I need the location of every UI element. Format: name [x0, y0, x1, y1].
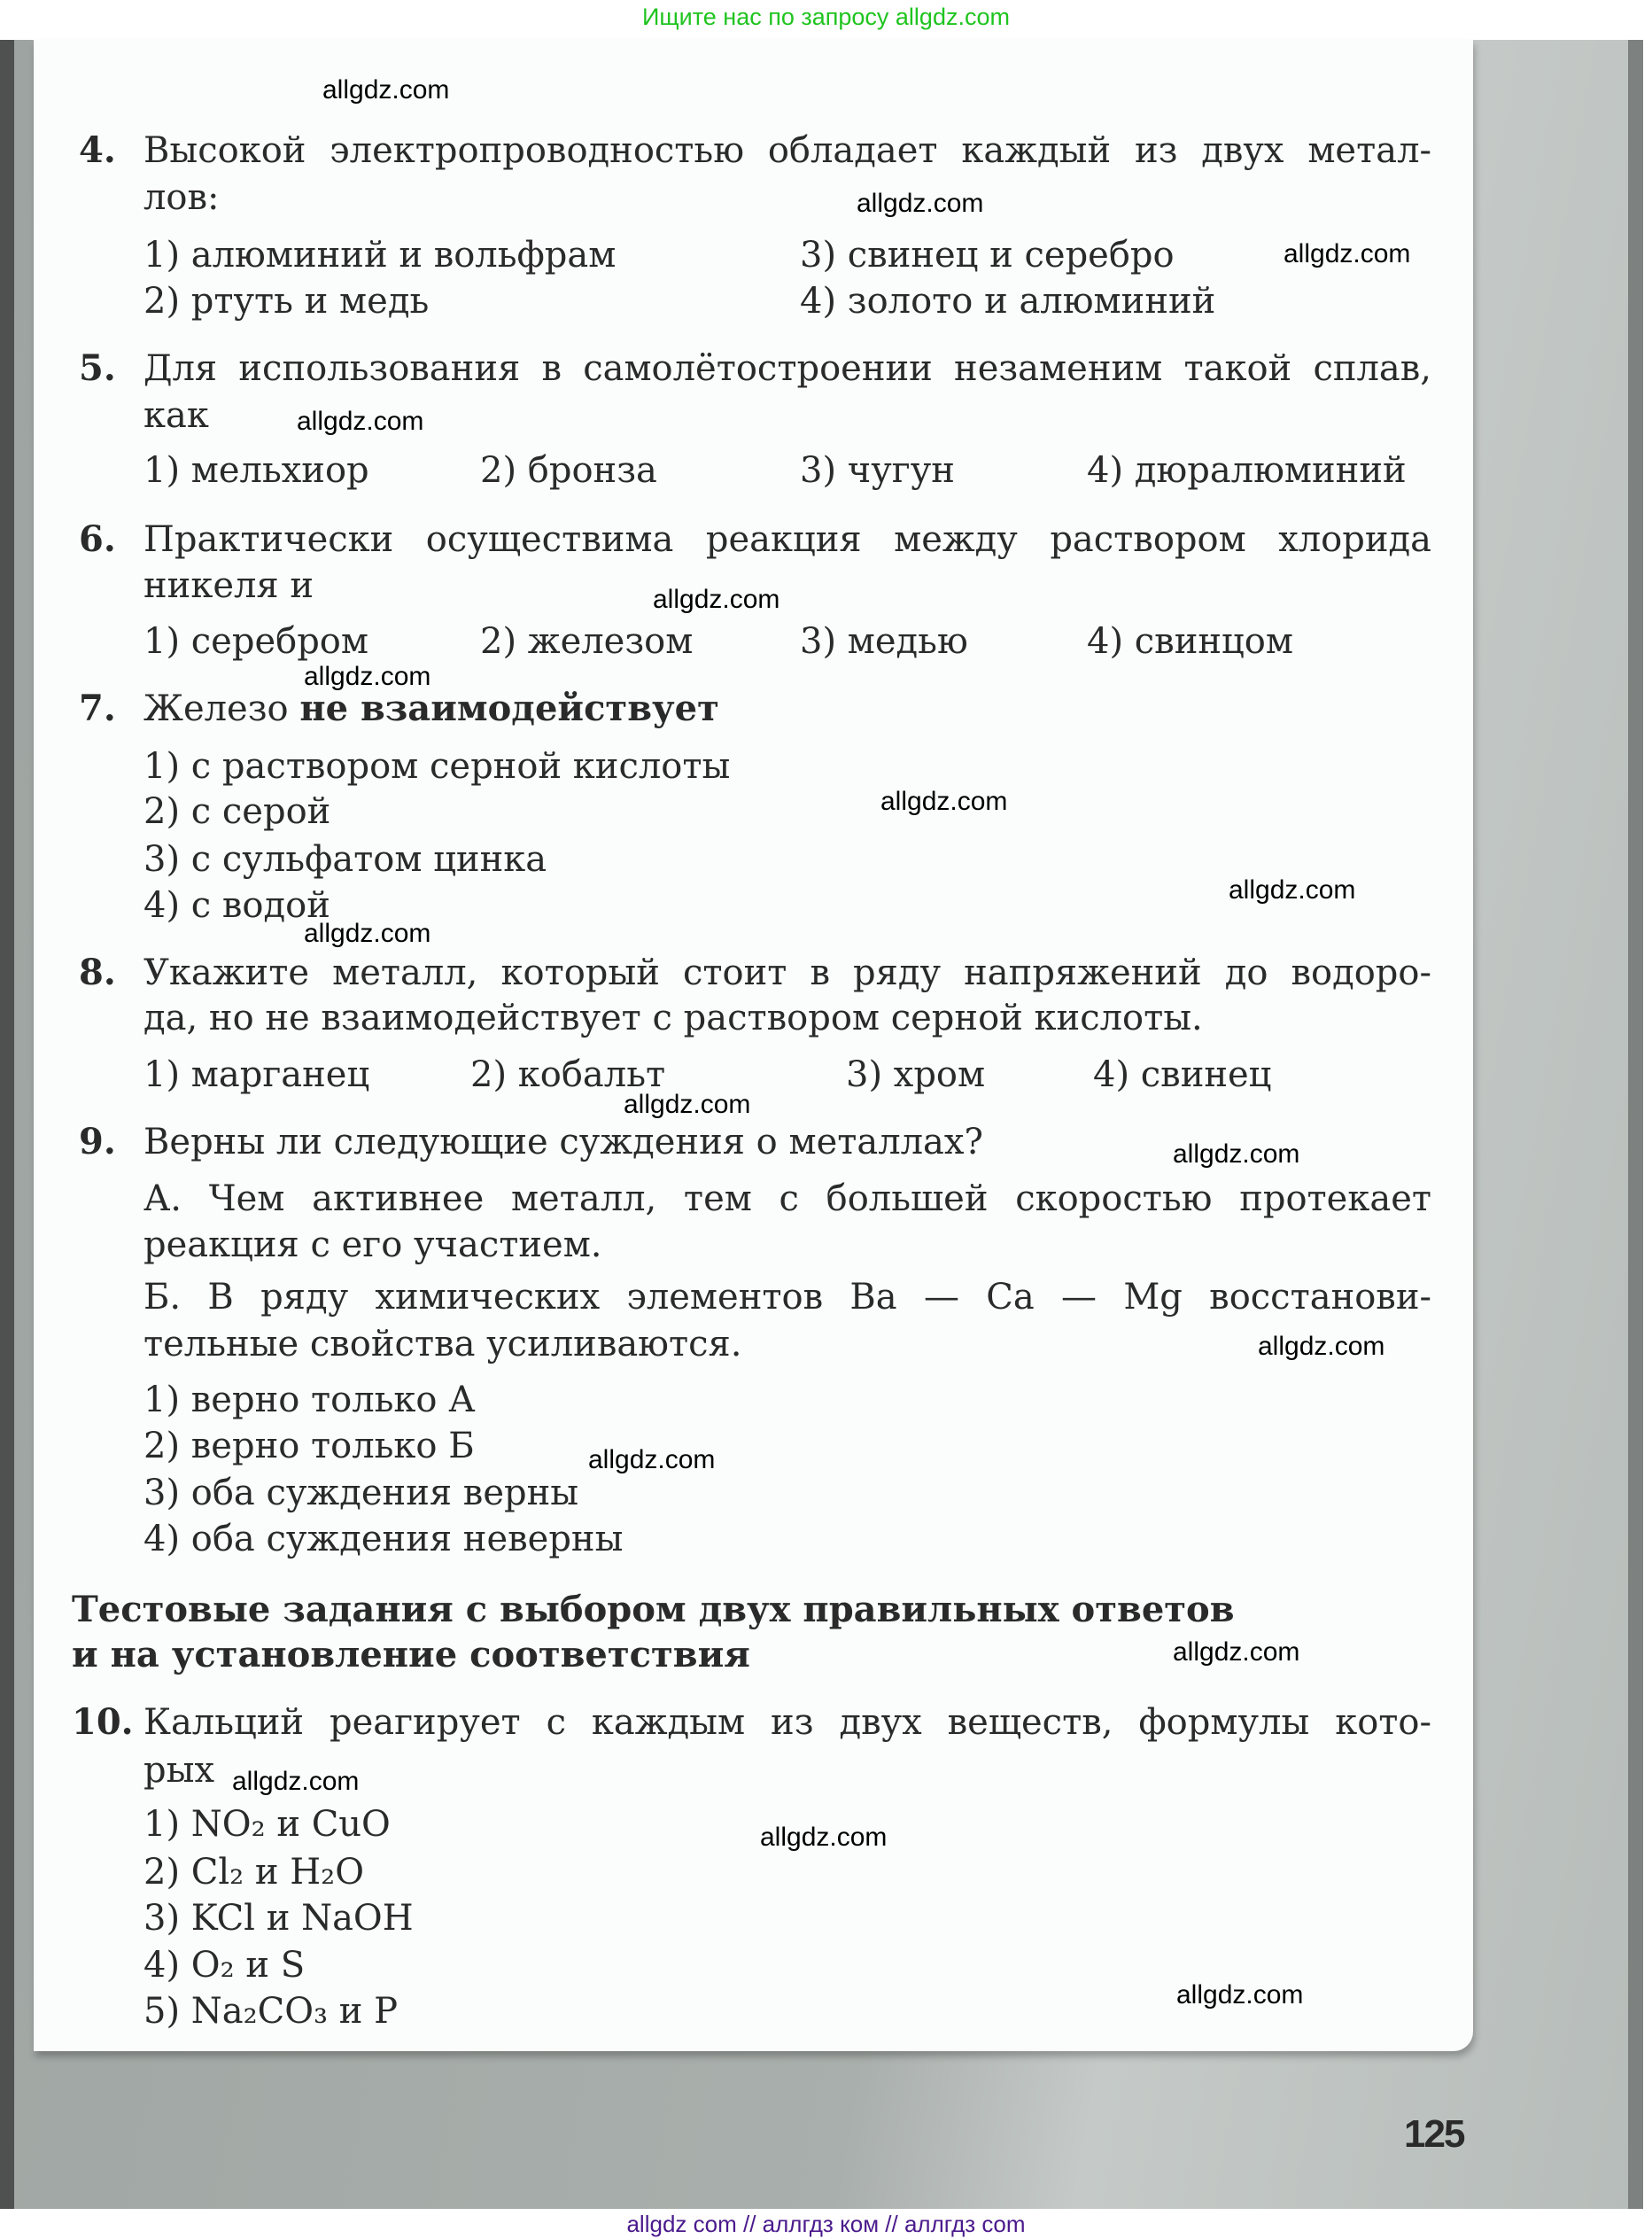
- watermark: allgdz.com: [322, 75, 450, 105]
- answer-option: 3) с сульфатом цинка: [143, 839, 547, 880]
- watermark: allgdz.com: [304, 662, 431, 691]
- question-number: 8.: [79, 952, 116, 993]
- question-text: никеля и: [143, 565, 314, 606]
- answer-option: 2) бронза: [480, 450, 657, 491]
- watermark: allgdz.com: [760, 1823, 888, 1852]
- watermark: allgdz.com: [297, 407, 424, 436]
- watermark: allgdz.com: [1176, 1980, 1304, 2010]
- answer-option: 5) Na₂CO₃ и P: [143, 1991, 399, 2032]
- watermark: allgdz.com: [880, 787, 1008, 816]
- answer-option: 2) Cl₂ и H₂O: [143, 1852, 365, 1893]
- answer-option: 3) оба суждения верны: [143, 1473, 579, 1513]
- question-text: да, но не взаимодействует с раствором серной кислоты.: [143, 998, 1203, 1038]
- watermark: allgdz.com: [1173, 1139, 1300, 1169]
- page-sheet: [34, 40, 1473, 2051]
- statement-a: А. Чем активнее металл, тем с большей скоростью протекает: [143, 1178, 1431, 1219]
- question-number: 9.: [79, 1121, 116, 1162]
- question-number: 5.: [79, 347, 116, 389]
- answer-option: 4) золото и алюминий: [800, 281, 1216, 322]
- answer-option: 2) железом: [480, 621, 694, 662]
- question-number: 4.: [79, 129, 116, 171]
- answer-option: 4) O₂ и S: [143, 1945, 306, 1986]
- answer-option: 2) с серой: [143, 791, 331, 832]
- answer-option: 1) марганец: [143, 1054, 370, 1095]
- answer-option: 3) свинец и серебро: [800, 235, 1175, 276]
- question-number: 6.: [79, 518, 116, 560]
- section-heading: и на установление соответствия: [72, 1634, 750, 1675]
- answer-option: 1) алюминий и вольфрам: [143, 235, 617, 276]
- statement-b: Б. В ряду химических элементов Ba — Ca — Mg восстанови-: [143, 1277, 1431, 1318]
- answer-option: 4) свинцом: [1087, 621, 1293, 662]
- answer-option: 1) мельхиор: [143, 450, 369, 491]
- statement-a: реакция с его участием.: [143, 1224, 602, 1265]
- question-text: как: [143, 395, 209, 436]
- answer-option: 3) KCl и NaOH: [143, 1898, 414, 1939]
- page-number: 125: [1404, 2112, 1464, 2156]
- answer-option: 3) медью: [800, 621, 968, 662]
- section-heading: Тестовые задания с выбором двух правильных ответов: [72, 1589, 1235, 1630]
- statement-b: тельные свойства усиливаются.: [143, 1324, 742, 1364]
- watermark: allgdz.com: [857, 189, 984, 218]
- watermark: allgdz.com: [1173, 1637, 1300, 1667]
- answer-option: 1) серебром: [143, 621, 369, 662]
- question-text: лов:: [143, 177, 220, 218]
- watermark: allgdz.com: [1229, 875, 1356, 905]
- watermark: allgdz.com: [1258, 1332, 1385, 1361]
- answer-option: 1) верно только А: [143, 1380, 476, 1420]
- question-text: Практически осуществима реакция между раствором хлорида: [143, 519, 1431, 560]
- answer-option: 2) верно только Б: [143, 1426, 475, 1466]
- answer-option: 4) с водой: [143, 885, 330, 926]
- answer-option: 1) NO₂ и CuO: [143, 1804, 391, 1845]
- question-text-plain: Железо: [143, 688, 300, 729]
- answer-option: 4) свинец: [1093, 1054, 1272, 1095]
- question-number: 10.: [72, 1701, 134, 1743]
- page-edge: [1628, 40, 1643, 2209]
- answer-option: 4) дюралюминий: [1087, 450, 1407, 491]
- watermark: allgdz.com: [304, 919, 431, 948]
- bottom-banner: allgdz com // аллгдз ком // аллгдз com: [626, 2211, 1026, 2237]
- answer-option: 1) с раствором серной кислоты: [143, 746, 731, 787]
- question-text: Верны ли следующие суждения о металлах?: [143, 1122, 983, 1162]
- watermark: allgdz.com: [653, 585, 780, 614]
- answer-option: 4) оба суждения неверны: [143, 1519, 624, 1559]
- question-number: 7.: [79, 688, 116, 729]
- question-text: Кальций реагирует с каждым из двух веществ, формулы кото-: [143, 1702, 1431, 1743]
- question-text: рых: [143, 1750, 214, 1791]
- question-text-emphasis: не взаимодействует: [299, 688, 719, 729]
- book-spine: [0, 40, 14, 2209]
- answer-option: 3) чугун: [800, 450, 955, 491]
- watermark: allgdz.com: [1284, 239, 1411, 268]
- question-text: Для использования в самолётостроении незаменим такой сплав,: [143, 348, 1431, 389]
- answer-option: 2) ртуть и медь: [143, 281, 430, 322]
- answer-option: 2) кобальт: [470, 1054, 666, 1095]
- watermark: allgdz.com: [624, 1090, 751, 1119]
- watermark: allgdz.com: [232, 1767, 360, 1796]
- top-banner: Ищите нас по запросу allgdz.com: [642, 4, 1010, 30]
- question-text: [143, 687, 719, 731]
- question-text: Укажите металл, который стоит в ряду напряжений до водоро-: [143, 952, 1431, 993]
- watermark: allgdz.com: [588, 1445, 716, 1474]
- answer-option: 3) хром: [846, 1054, 986, 1095]
- question-text: Высокой электропроводностью обладает каждый из двух метал-: [143, 130, 1431, 171]
